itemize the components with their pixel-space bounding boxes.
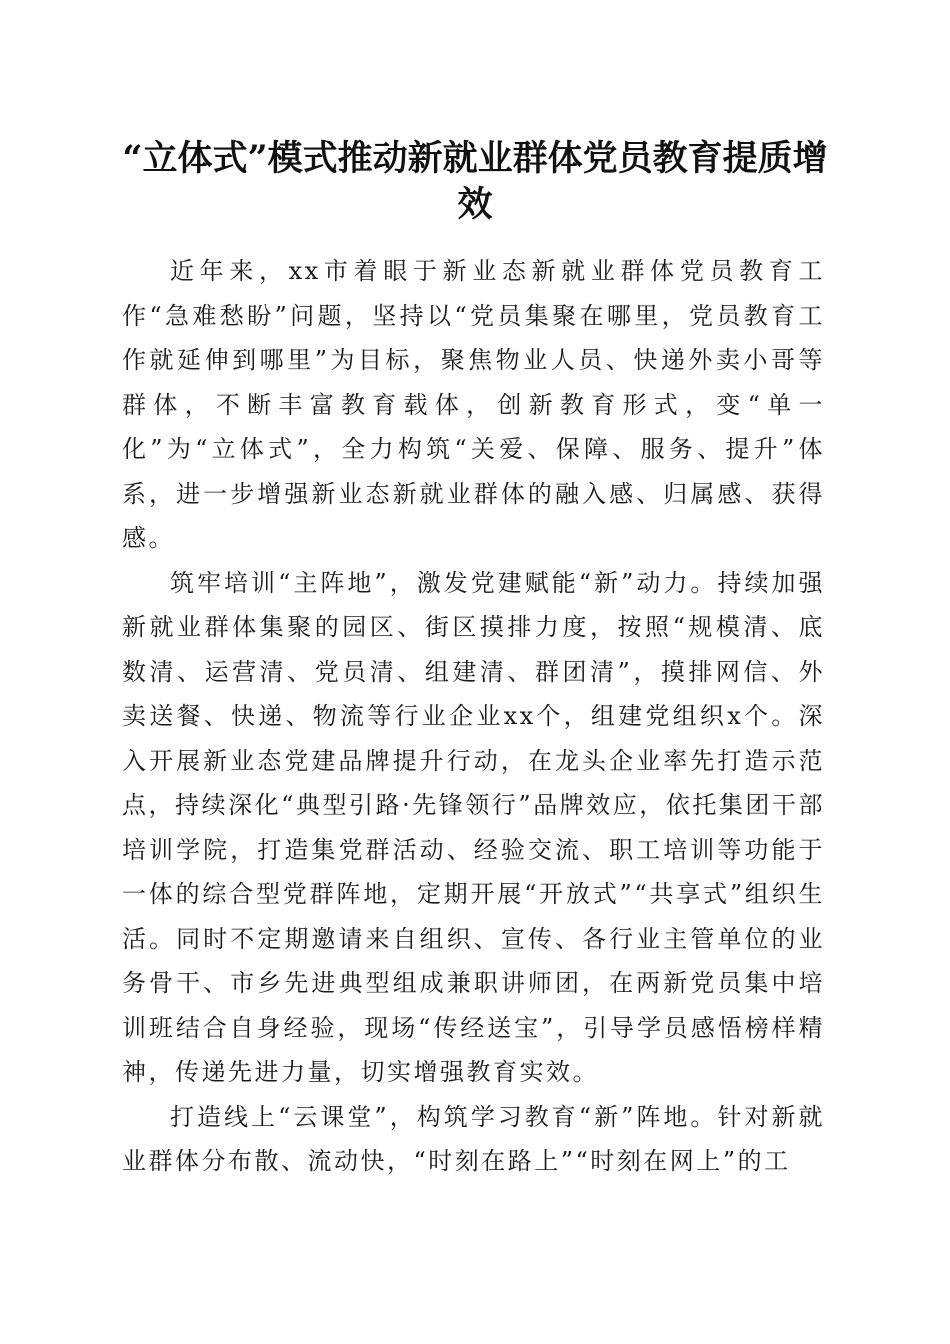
document-body — [122, 249, 825, 1184]
paragraph-training-base: 筑牢培训“主阵地”，激发党建赋能“新”动力。持续加强新就业群体集聚的园区、街区摸排力度，按照“规模清、底数清、运营清、党员清、组建清、群团清”，摸排网信、外卖送餐、快递、物流等行业企业xx个，组建党组织x个。深入开展新业态党建品牌提升行动，在龙头企业率先打造示范点，持续深化“典型引路·先锋领行”品牌效应，依托集团干部培训学院，打造集党群活动、经验交流、职工培训等功能于一体的综合型党群阵地，定期开展“开放式”“共享式”组织生活。同时不定期邀请来自组织、宣传、各行业主管单位的业务骨干、市乡先进典型组成兼职讲师团，在两新党员集中培训班结合自身经验，现场“传经送宝”，引导学员感悟榜样精神，传递先进力量，切实增强教育实效。 — [122, 568, 825, 1086]
document-title: “立体式”模式推动新就业群体党员教育提质增效 — [122, 138, 828, 225]
paragraph-cloud-classroom: 打造线上“云课堂”，构筑学习教育“新”阵地。针对新就业群体分布散、流动快，“时刻在路上”“时刻在网上”的工 — [122, 1102, 825, 1175]
paragraph-intro: 近年来，xx市着眼于新业态新就业群体党员教育工作“急难愁盼”问题，坚持以“党员集聚在哪里，党员教育工作就延伸到哪里”为目标，聚焦物业人员、快递外卖小哥等群体，不断丰富教育载体，创新教育形式，变“单一化”为“立体式”，全力构筑“关爱、保障、服务、提升”体系，进一步增强新业态新就业群体的融入感、归属感、获得感。 — [122, 257, 825, 552]
